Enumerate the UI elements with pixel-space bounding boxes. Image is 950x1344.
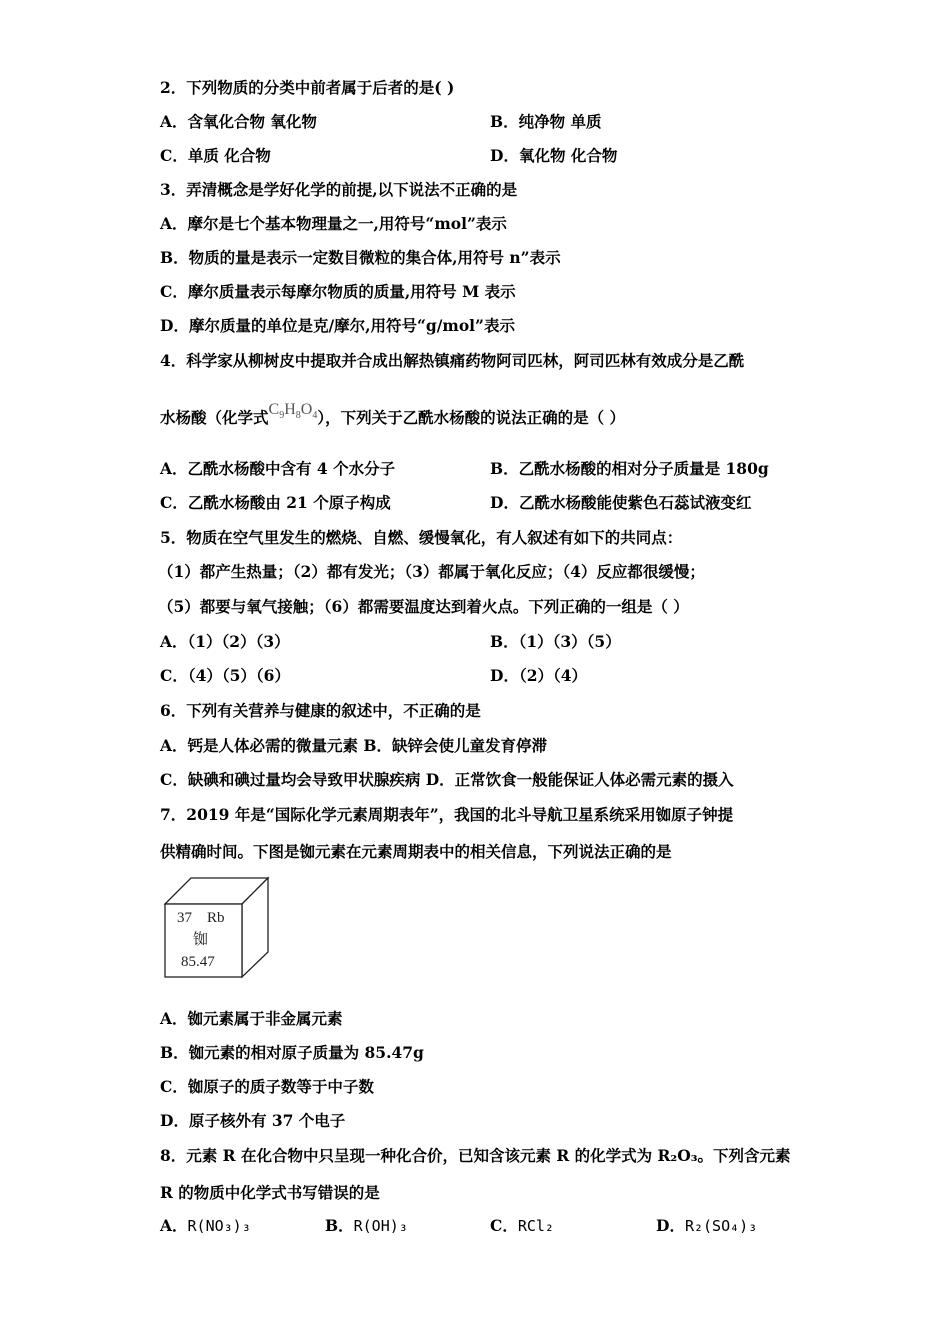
q2-option-b[interactable]: B．纯净物 单质 <box>490 112 602 131</box>
q7-stem-line1: 7．2019 年是“国际化学元素周期表年”，我国的北斗导航卫星系统采用铷原子钟提 <box>160 805 734 824</box>
q4-option-b[interactable]: B．乙酰水杨酸的相对分子质量是 180g <box>490 459 769 478</box>
q2-option-d[interactable]: D．氧化物 化合物 <box>490 146 618 165</box>
q8-option-c-formula: RCl₂ <box>517 1217 554 1235</box>
q4-stem-prefix: 水杨酸（化学式 <box>160 408 269 427</box>
q4-option-c[interactable]: C．乙酰水杨酸由 21 个原子构成 <box>160 493 391 512</box>
aspirin-formula: $C_9H_8O_4$ <box>268 401 318 422</box>
q5-option-d[interactable]: D．（2）（4） <box>490 666 588 685</box>
element-atomic-number: 37 <box>177 910 192 926</box>
q4-stem-suffix: ），下列关于乙酰水杨酸的说法正确的是（ ） <box>317 408 625 427</box>
q3-option-b[interactable]: B．物质的量是表示一定数目微粒的集合体,用符号 n”表示 <box>160 248 561 267</box>
q2-option-c[interactable]: C．单质 化合物 <box>160 146 271 165</box>
q8-option-b[interactable] <box>325 1216 408 1236</box>
q7-option-b[interactable]: B．铷元素的相对原子质量为 85.47g <box>160 1043 424 1062</box>
q4-option-a[interactable]: A．乙酰水杨酸中含有 4 个水分子 <box>160 459 396 478</box>
q4-stem-line1: 4．科学家从柳树皮中提取并合成出解热镇痛药物阿司匹林，阿司匹林有效成分是乙酰 <box>160 351 745 370</box>
q7-option-d[interactable]: D．原子核外有 37 个电子 <box>160 1111 346 1130</box>
q8-option-c-label: C． <box>490 1216 518 1235</box>
element-atomic-mass: 85.47 <box>181 954 215 970</box>
q5-option-c[interactable]: C．（4）（5）（6） <box>160 666 290 685</box>
q8-stem-line2: R 的物质中化学式书写错误的是 <box>160 1183 380 1202</box>
q8-option-a-formula: R(NO₃)₃ <box>187 1217 251 1235</box>
q8-option-b-label: B． <box>325 1216 354 1235</box>
q8-option-d-label: D． <box>656 1216 685 1235</box>
q5-stem-line2: （1）都产生热量；（2）都有发光；（3）都属于氧化反应；（4）反应都很缓慢； <box>158 562 705 581</box>
rubidium-element-card <box>163 876 271 980</box>
q4-option-d[interactable]: D．乙酰水杨酸能使紫色石蕊试液变红 <box>490 493 752 512</box>
q7-option-a[interactable]: A．铷元素属于非金属元素 <box>160 1009 343 1028</box>
element-name: 铷 <box>193 932 209 948</box>
q5-stem-line3: （5）都要与氧气接触；（6）都需要温度达到着火点。下列正确的一组是（ ） <box>158 597 689 616</box>
q8-option-c[interactable] <box>490 1216 554 1236</box>
q2-stem: 2．下列物质的分类中前者属于后者的是( ) <box>160 78 455 97</box>
q8-option-d-formula: R₂(SO₄)₃ <box>684 1217 758 1235</box>
q8-option-d[interactable] <box>656 1216 757 1236</box>
q6-stem: 6．下列有关营养与健康的叙述中，不正确的是 <box>160 701 481 720</box>
q8-option-b-formula: R(OH)₃ <box>353 1217 408 1235</box>
q8-option-a-label: A． <box>160 1216 188 1235</box>
q6-options-cd[interactable]: C．缺碘和碘过量均会导致甲状腺疾病 D．正常饮食一般能保证人体必需元素的摄入 <box>160 770 734 789</box>
q3-stem: 3．弄清概念是学好化学的前提,以下说法不正确的是 <box>160 180 518 199</box>
q5-stem-line1: 5．物质在空气里发生的燃烧、自燃、缓慢氧化，有人叙述有如下的共同点： <box>160 528 683 547</box>
q5-option-a[interactable]: A．（1）（2）（3） <box>160 632 290 651</box>
q5-option-b[interactable]: B．（1）（3）（5） <box>490 632 621 651</box>
q3-option-a[interactable]: A．摩尔是七个基本物理量之一,用符号“mol”表示 <box>160 214 507 233</box>
q4-stem-line2 <box>160 401 625 435</box>
q7-stem-line2: 供精确时间。下图是铷元素在元素周期表中的相关信息，下列说法正确的是 <box>160 842 672 861</box>
q6-options-ab[interactable]: A．钙是人体必需的微量元素 B．缺锌会使儿童发育停滞 <box>160 736 548 755</box>
q3-option-c[interactable]: C．摩尔质量表示每摩尔物质的质量,用符号 M 表示 <box>160 282 516 301</box>
q8-stem-line1: 8．元素 R 在化合物中只呈现一种化合价，已知含该元素 R 的化学式为 R₂O₃。下列含元素 <box>160 1146 791 1165</box>
q2-option-a[interactable]: A．含氧化合物 氧化物 <box>160 112 317 131</box>
q3-option-d[interactable]: D．摩尔质量的单位是克/摩尔,用符号“g/mol”表示 <box>160 316 515 335</box>
element-symbol: Rb <box>207 910 225 926</box>
q7-option-c[interactable]: C．铷原子的质子数等于中子数 <box>160 1077 374 1096</box>
q8-option-a[interactable] <box>160 1216 251 1236</box>
